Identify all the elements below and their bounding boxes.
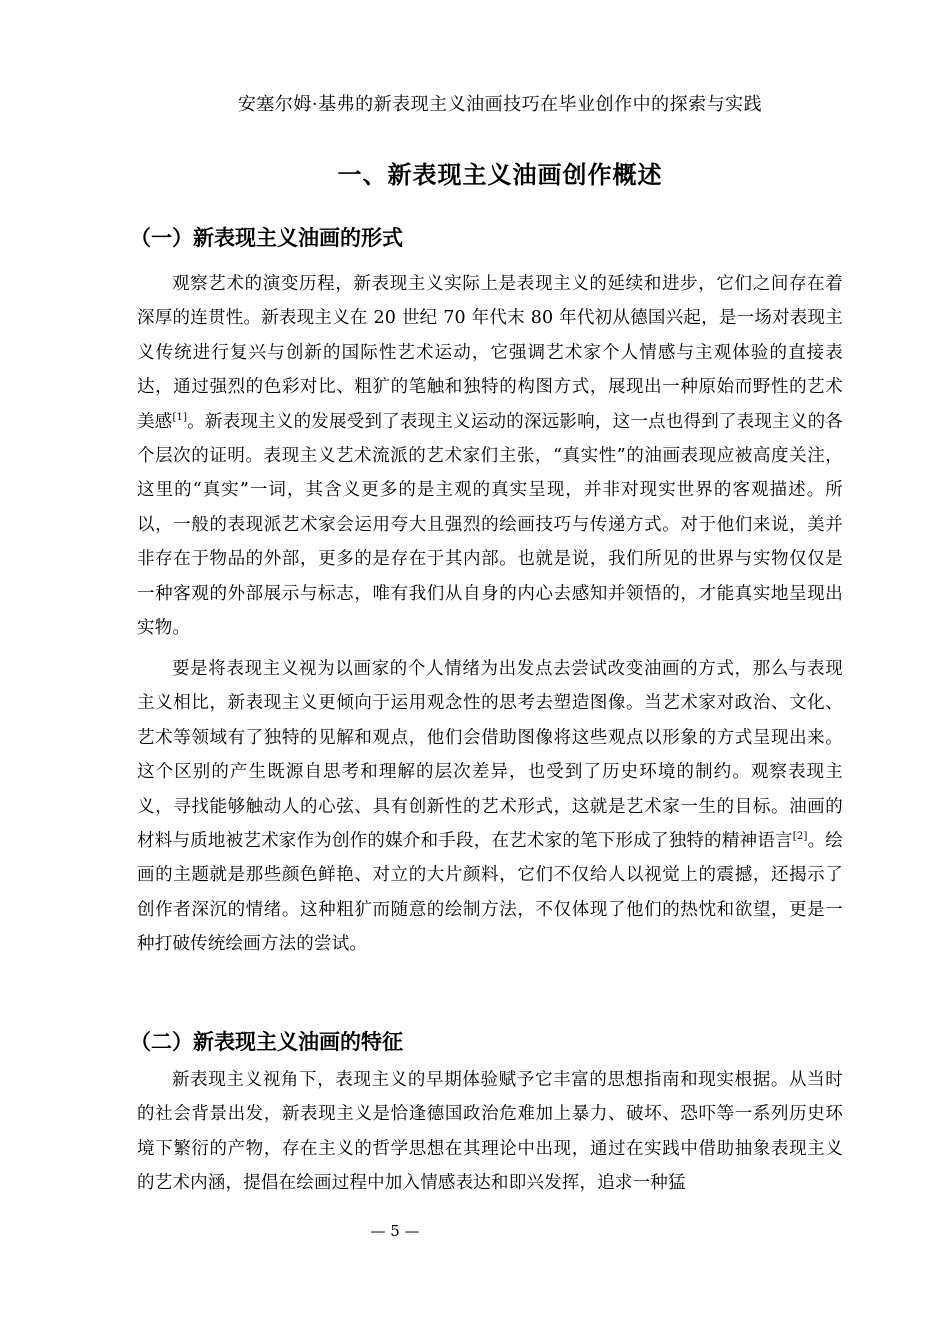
citation-ref-1: [1] — [172, 411, 188, 423]
paragraph-2-text-b: 。绘画的主题就是那些颜色鲜艳、对立的大片颜料，它们不仅给人以视觉上的震撼，还揭示了创作者深沉的情绪。这种粗犷而随意的绘制方法，不仅体现了他们的热忱和欲望，更是一种打破传统绘画方法的尝试。 — [137, 831, 843, 955]
paragraph-2-text-a: 要是将表现主义视为以画家的个人情绪为出发点去尝试改变油画的方式，那么与表现主义相比，新表现主义更倾向于运用观念性的思考去塑造图像。当艺术家对政治、文化、艺术等领域有了独特的见解和观点，他们会借助图像将这些观点以形象的方式呈现出来。这个区别的产生既源自思考和理解的层次差异，也受到了历史环境的制约。观察表现主义，寻找能够触动人的心弦、具有创新性的艺术形式，这就是艺术家一生的目标。油画的材料与质地被艺术家作为创作的媒介和手段，在艺术家的笔下形成了独特的精神语言 — [137, 659, 843, 852]
paragraph-3: 新表现主义视角下，表现主义的早期体验赋予它丰富的思想指南和现实根据。从当时的社会背景出发，新表现主义是恰逢德国政治危难加上暴力、破坏、恐吓等一系列历史环境下繁衍的产物，存在主义的哲学思想在其理论中出现，通过在实践中借助抽象表现主义的艺术内涵，提倡在绘画过程中加入情感表达和即兴发挥，追求一种猛 — [137, 1070, 843, 1194]
citation-ref-2: [2] — [792, 831, 808, 843]
paragraph-1-text-b: 。新表现主义的发展受到了表现主义运动的深远影响，这一点也得到了表现主义的各个层次的证明。表现主义艺术流派的艺术家们主张，“真实性”的油画表现应被高度关注，这里的“真实”一词，其含义更多的是主观的真实呈现，并非对现实世界的客观描述。所以，一般的表现派艺术家会运用夸大且强烈的绘画技巧与传递方式。对于他们来说，美并非存在于物品的外部，更多的是存在于其内部。也就是说，我们所见的世界与实物仅仅是一种客观的外部展示与标志，唯有我们从自身的内心去感知并领悟的，才能真实地呈现出实物。 — [137, 411, 843, 639]
paragraph-2 — [137, 652, 843, 962]
chapter-title: 一、新表现主义油画创作概述 — [337, 161, 663, 189]
section-heading-1: （一）新表现主义油画的形式 — [130, 226, 403, 250]
section-heading-2: （二）新表现主义油画的特征 — [130, 1030, 403, 1054]
page-number: — 5 — — [370, 1222, 420, 1240]
running-header: 安塞尔姆·基弗的新表现主义油画技巧在毕业创作中的探索与实践 — [237, 94, 763, 115]
paragraph-1 — [137, 267, 843, 645]
paragraph-1-text-a: 观察艺术的演变历程，新表现主义实际上是表现主义的延续和进步，它们之间存在着深厚的连贯性。新表现主义在 20 世纪 70 年代末 80 年代初从德国兴起，是一场对表现主义传统进行复兴与创新的国际性艺术运动，它强调艺术家个人情感与主观体验的直接表达，通过强烈的色彩对比、粗犷的笔触和独特的构图方式，展现出一种原始而野性的艺术美感 — [137, 274, 843, 432]
